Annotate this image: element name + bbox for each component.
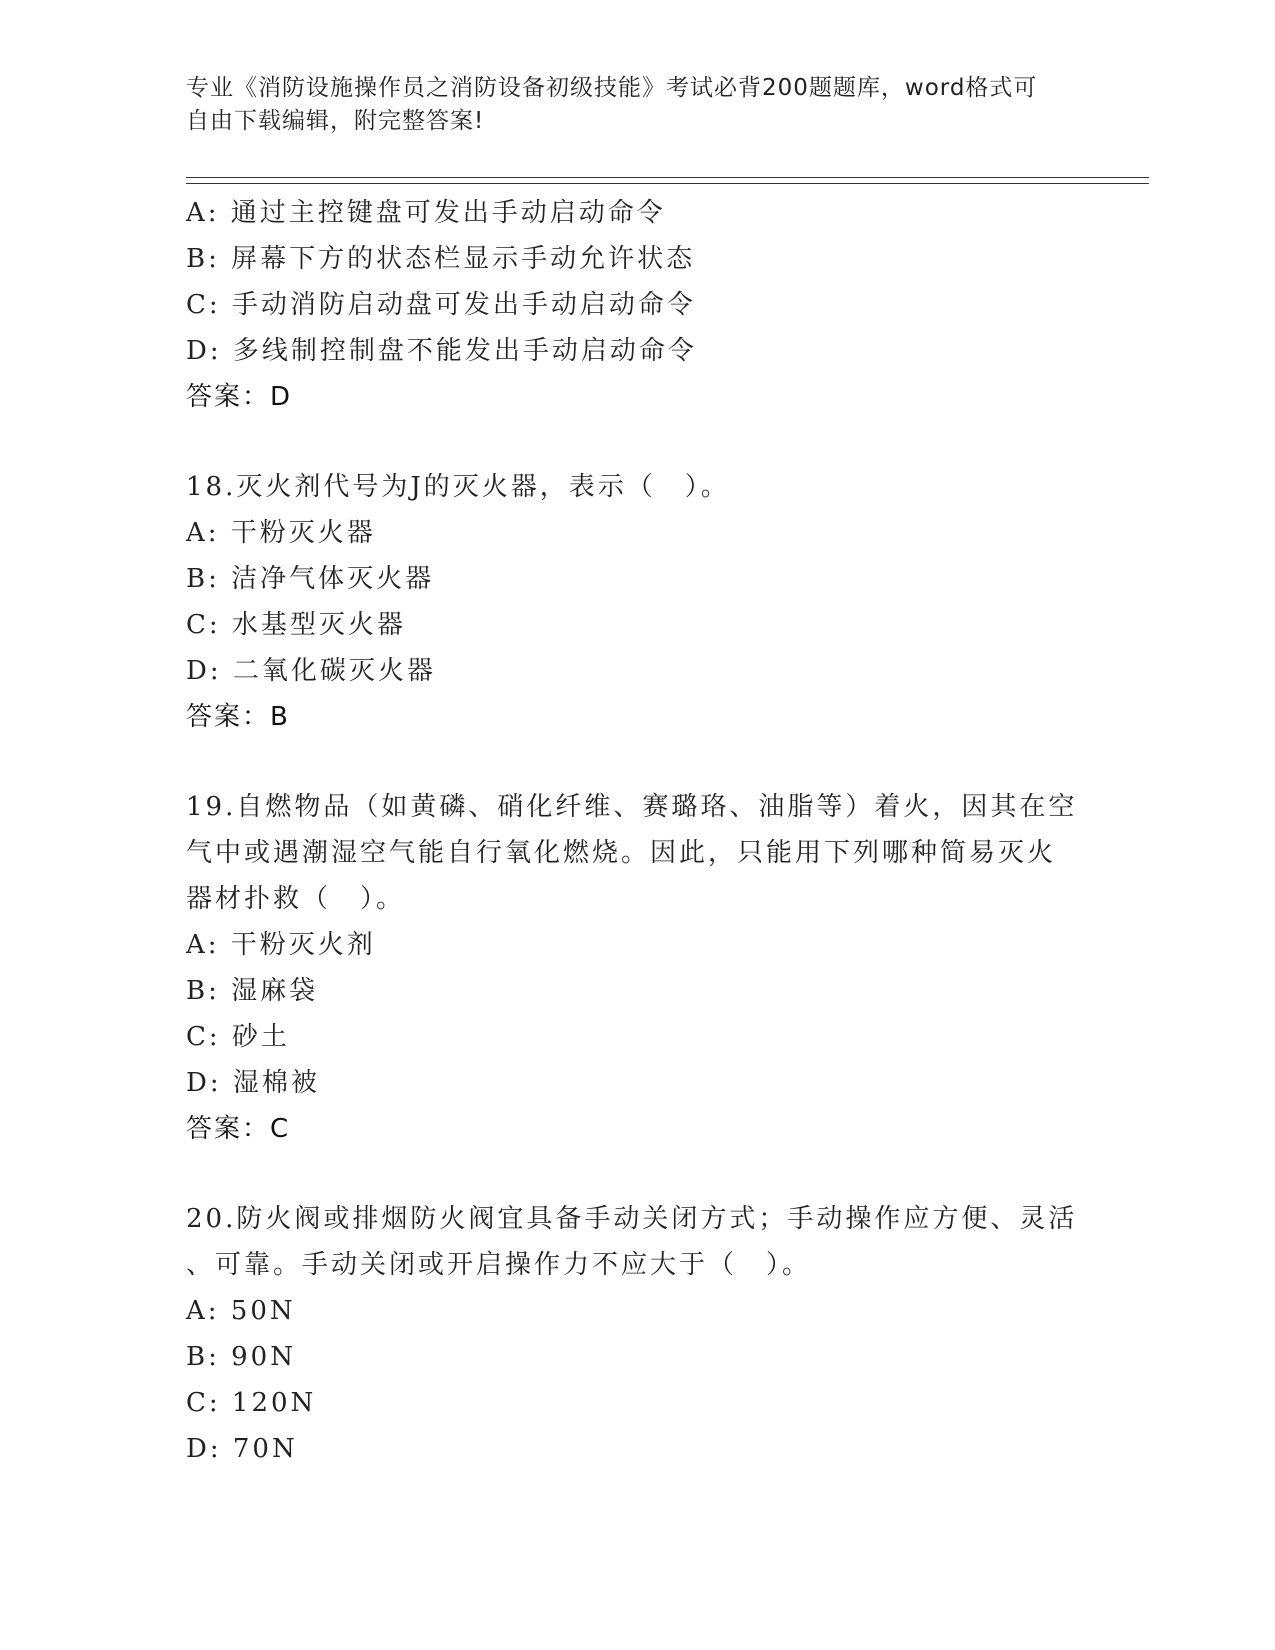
question-19 xyxy=(186,784,1086,1152)
option-a: A: 50N xyxy=(186,1296,296,1326)
question-stem: 18.灭火剂代号为J的灭火器，表示（ ）。 xyxy=(186,472,730,502)
answer-label: 答案：B xyxy=(186,702,290,732)
question-stem-line-1: 19.自燃物品（如黄磷、硝化纤维、赛璐珞、油脂等）着火，因其在空 xyxy=(186,792,1078,822)
option-d: D: 二氧化碳灭火器 xyxy=(186,656,436,686)
option-c: C: 手动消防启动盘可发出手动启动命令 xyxy=(186,290,696,320)
question-stem-line-1: 20.防火阀或排烟防火阀宜具备手动关闭方式；手动操作应方便、灵活 xyxy=(186,1204,1078,1234)
option-b: B: 90N xyxy=(186,1342,296,1372)
option-d: D: 湿棉被 xyxy=(186,1068,320,1098)
question-stem-line-2: 气中或遇潮湿空气能自行氧化燃烧。因此，只能用下列哪种简易灭火 xyxy=(186,838,1057,868)
question-list xyxy=(186,190,1086,1472)
header-divider-top xyxy=(186,177,1149,178)
option-b: B: 洁净气体灭火器 xyxy=(186,564,435,594)
question-stem-line-3: 器材扑救（ ）。 xyxy=(186,884,406,914)
option-d: D: 多线制控制盘不能发出手动启动命令 xyxy=(186,336,697,366)
option-d: D: 70N xyxy=(186,1434,298,1464)
option-c: C: 120N xyxy=(186,1388,317,1418)
option-a: A: 干粉灭火剂 xyxy=(186,930,376,960)
option-b: B: 屏幕下方的状态栏显示手动允许状态 xyxy=(186,244,696,274)
question-stem-line-2: 、可靠。手动关闭或开启操作力不应大于（ ）。 xyxy=(186,1250,812,1280)
option-c: C: 砂土 xyxy=(186,1022,290,1052)
question-18 xyxy=(186,464,1086,740)
question-17 xyxy=(186,190,1086,420)
answer-label: 答案：C xyxy=(186,1114,291,1144)
option-a: A: 通过主控键盘可发出手动启动命令 xyxy=(186,198,666,228)
header-divider-bottom xyxy=(186,183,1149,184)
answer-label: 答案：D xyxy=(186,382,293,412)
document-header xyxy=(186,72,1066,138)
option-b: B: 湿麻袋 xyxy=(186,976,319,1006)
question-20 xyxy=(186,1196,1086,1472)
option-c: C: 水基型灭火器 xyxy=(186,610,406,640)
header-line-2: 自由下载编辑，附完整答案! xyxy=(186,108,485,134)
header-line-1: 专业《消防设施操作员之消防设备初级技能》考试必背200题题库，word格式可 xyxy=(186,75,1038,101)
option-a: A: 干粉灭火器 xyxy=(186,518,376,548)
